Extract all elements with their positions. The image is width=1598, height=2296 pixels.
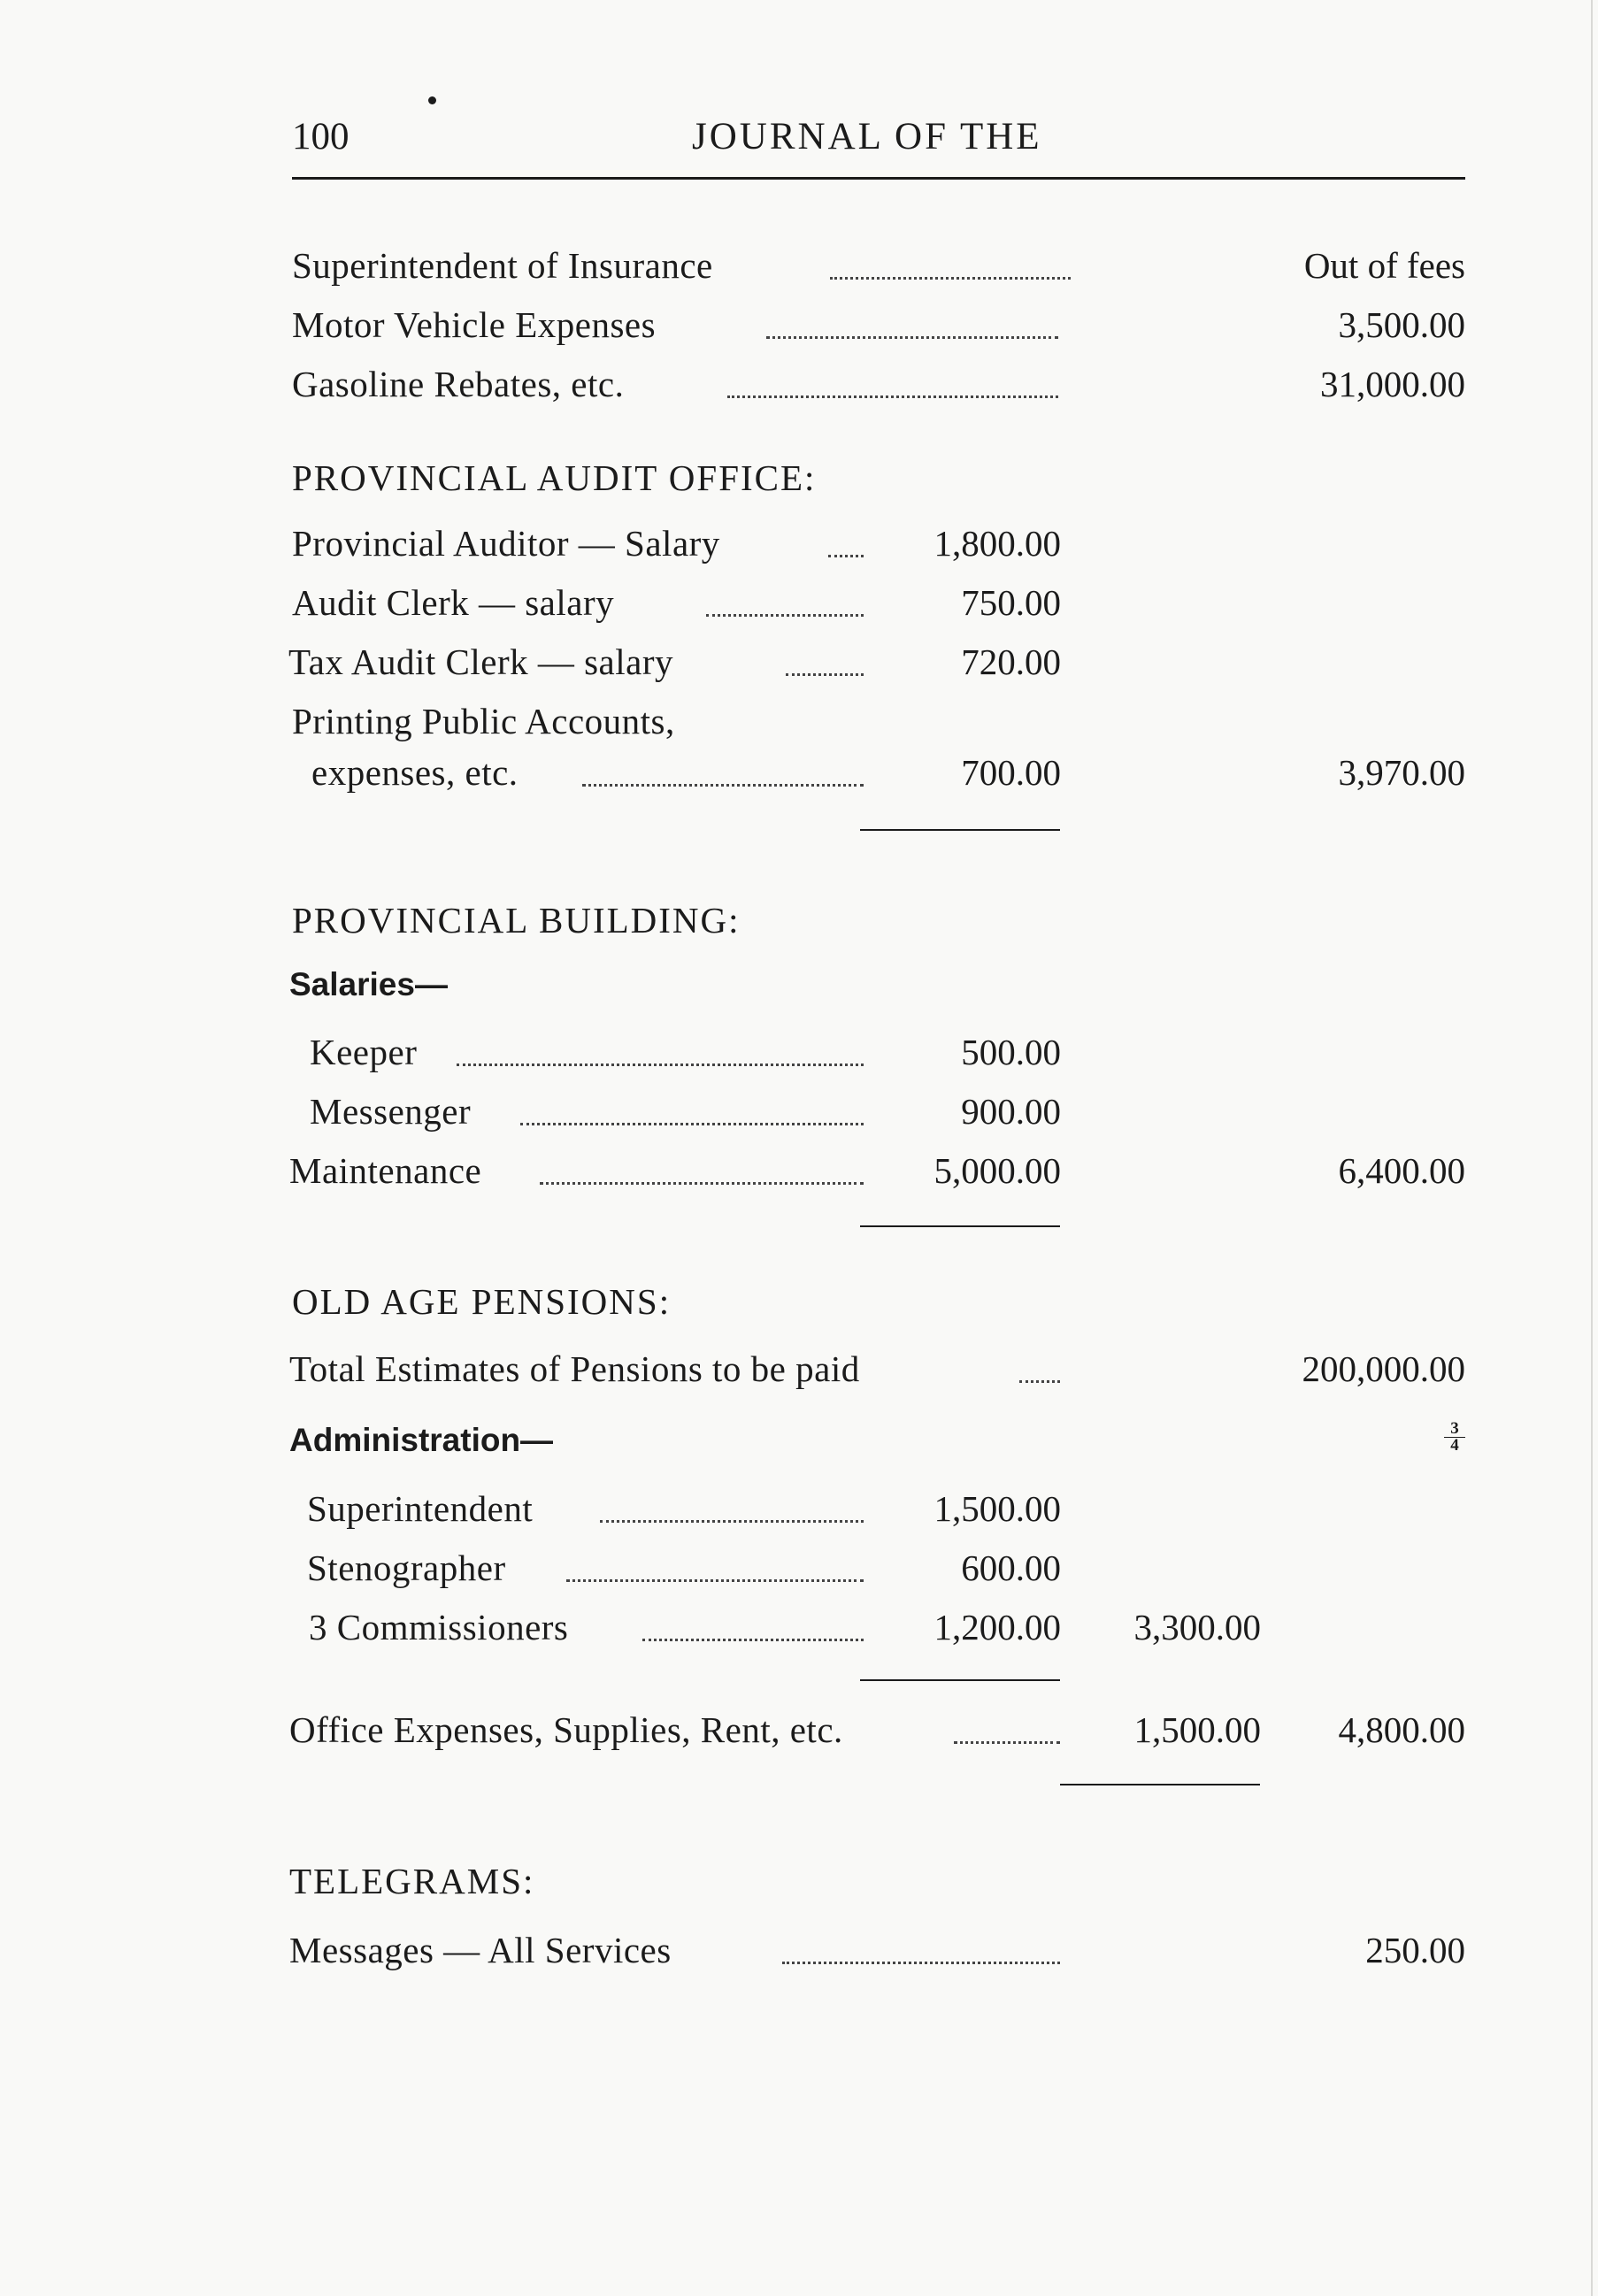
fraction-numerator: 3 xyxy=(1444,1421,1465,1438)
section-heading: OLD AGE PENSIONS: xyxy=(292,1281,672,1322)
item-amount: 700.00 xyxy=(961,752,1061,793)
item-amount: 1,200.00 xyxy=(933,1607,1061,1647)
dot-leader xyxy=(540,1182,864,1185)
section-heading: PROVINCIAL BUILDING: xyxy=(292,900,741,941)
item-amount: 720.00 xyxy=(961,641,1061,682)
fraction-mark xyxy=(1444,1421,1465,1454)
section-heading-row xyxy=(0,1279,1598,1325)
entry-label: Audit Clerk — salary xyxy=(292,582,615,623)
entry-label: Gasoline Rebates, etc. xyxy=(292,364,625,404)
dot-leader xyxy=(1019,1380,1060,1383)
fraction-denominator: 4 xyxy=(1450,1436,1459,1455)
entry-label: Tax Audit Clerk — salary xyxy=(288,641,673,682)
entry-row xyxy=(0,242,1598,288)
entry-label: Motor Vehicle Expenses xyxy=(292,304,657,345)
subtotal-rule xyxy=(1060,1784,1260,1785)
subheading-row xyxy=(0,1417,1598,1463)
item-amount: 600.00 xyxy=(961,1547,1061,1588)
subtotal-amount: 1,500.00 xyxy=(1133,1709,1261,1750)
entry-row xyxy=(0,520,1598,566)
dot-leader xyxy=(766,336,1058,339)
entry-label: Provincial Auditor — Salary xyxy=(292,523,720,564)
total-amount: 4,800.00 xyxy=(1338,1709,1465,1750)
entry-label: Maintenance xyxy=(289,1150,482,1191)
entry-row xyxy=(0,1707,1598,1753)
entry-label: Total Estimates of Pensions to be paid xyxy=(289,1348,860,1389)
dot-leader xyxy=(706,614,864,617)
entry-label: Keeper xyxy=(310,1032,418,1072)
dot-leader xyxy=(830,277,1071,280)
section-heading: TELEGRAMS: xyxy=(289,1861,535,1901)
entry-row xyxy=(0,1088,1598,1134)
subheading-row xyxy=(0,962,1598,1008)
total-amount: 3,500.00 xyxy=(1338,304,1465,345)
entry-label: Messenger xyxy=(310,1091,472,1132)
header-rule xyxy=(292,177,1465,180)
subtotal-rule xyxy=(860,1679,1060,1681)
entry-row xyxy=(0,1545,1598,1591)
total-amount: 31,000.00 xyxy=(1320,364,1465,404)
entry-label: expenses, etc. xyxy=(311,752,519,793)
dot-leader xyxy=(520,1123,864,1125)
entry-label: 3 Commissioners xyxy=(309,1607,569,1647)
entry-row xyxy=(0,1927,1598,1973)
subheading: Administration— xyxy=(289,1422,554,1458)
entry-row xyxy=(0,580,1598,626)
entry-row xyxy=(0,1029,1598,1075)
section-heading-row xyxy=(0,455,1598,501)
total-amount: 250.00 xyxy=(1365,1930,1465,1970)
entry-row xyxy=(0,1486,1598,1532)
entry-row xyxy=(0,1148,1598,1194)
entry-label: Superintendent of Insurance xyxy=(292,245,713,286)
subheading: Salaries— xyxy=(289,966,448,1002)
item-amount: 5,000.00 xyxy=(933,1150,1061,1191)
subtotal-amount: 3,300.00 xyxy=(1133,1607,1261,1647)
section-heading: PROVINCIAL AUDIT OFFICE: xyxy=(292,457,817,498)
dot-leader xyxy=(786,673,864,676)
dot-leader xyxy=(782,1962,1060,1964)
entry-row xyxy=(0,361,1598,407)
total-amount: Out of fees xyxy=(1303,245,1465,286)
entry-row xyxy=(0,639,1598,685)
running-title: JOURNAL OF THE xyxy=(692,116,1042,157)
ink-dot xyxy=(428,96,436,104)
page-number: 100 xyxy=(292,116,350,157)
item-amount: 500.00 xyxy=(961,1032,1061,1072)
entry-row xyxy=(0,1346,1598,1392)
dot-leader xyxy=(582,784,864,787)
dot-leader xyxy=(954,1741,1060,1744)
dot-leader xyxy=(600,1520,864,1523)
item-amount: 1,800.00 xyxy=(933,523,1061,564)
item-amount: 750.00 xyxy=(961,582,1061,623)
total-amount: 200,000.00 xyxy=(1302,1348,1465,1389)
subtotal-rule xyxy=(860,1225,1060,1227)
entry-row xyxy=(0,1604,1598,1650)
dot-leader xyxy=(828,555,864,557)
section-heading-row xyxy=(0,897,1598,943)
subtotal-rule xyxy=(860,829,1060,831)
entry-label: Superintendent xyxy=(307,1488,534,1529)
total-amount: 6,400.00 xyxy=(1338,1150,1465,1191)
dot-leader xyxy=(566,1579,864,1582)
entry-label: Stenographer xyxy=(307,1547,506,1588)
total-amount: 3,970.00 xyxy=(1338,752,1465,793)
section-heading-row xyxy=(0,1858,1598,1904)
entry-label: Printing Public Accounts, xyxy=(292,701,675,741)
dot-leader xyxy=(642,1639,864,1641)
item-amount: 900.00 xyxy=(961,1091,1061,1132)
dot-leader xyxy=(457,1064,864,1066)
entry-label: Messages — All Services xyxy=(289,1930,672,1970)
dot-leader xyxy=(727,395,1058,398)
item-amount: 1,500.00 xyxy=(933,1488,1061,1529)
entry-row xyxy=(0,302,1598,348)
entry-row xyxy=(0,749,1598,795)
entry-label: Office Expenses, Supplies, Rent, etc. xyxy=(289,1709,843,1750)
entry-row xyxy=(0,698,1598,744)
